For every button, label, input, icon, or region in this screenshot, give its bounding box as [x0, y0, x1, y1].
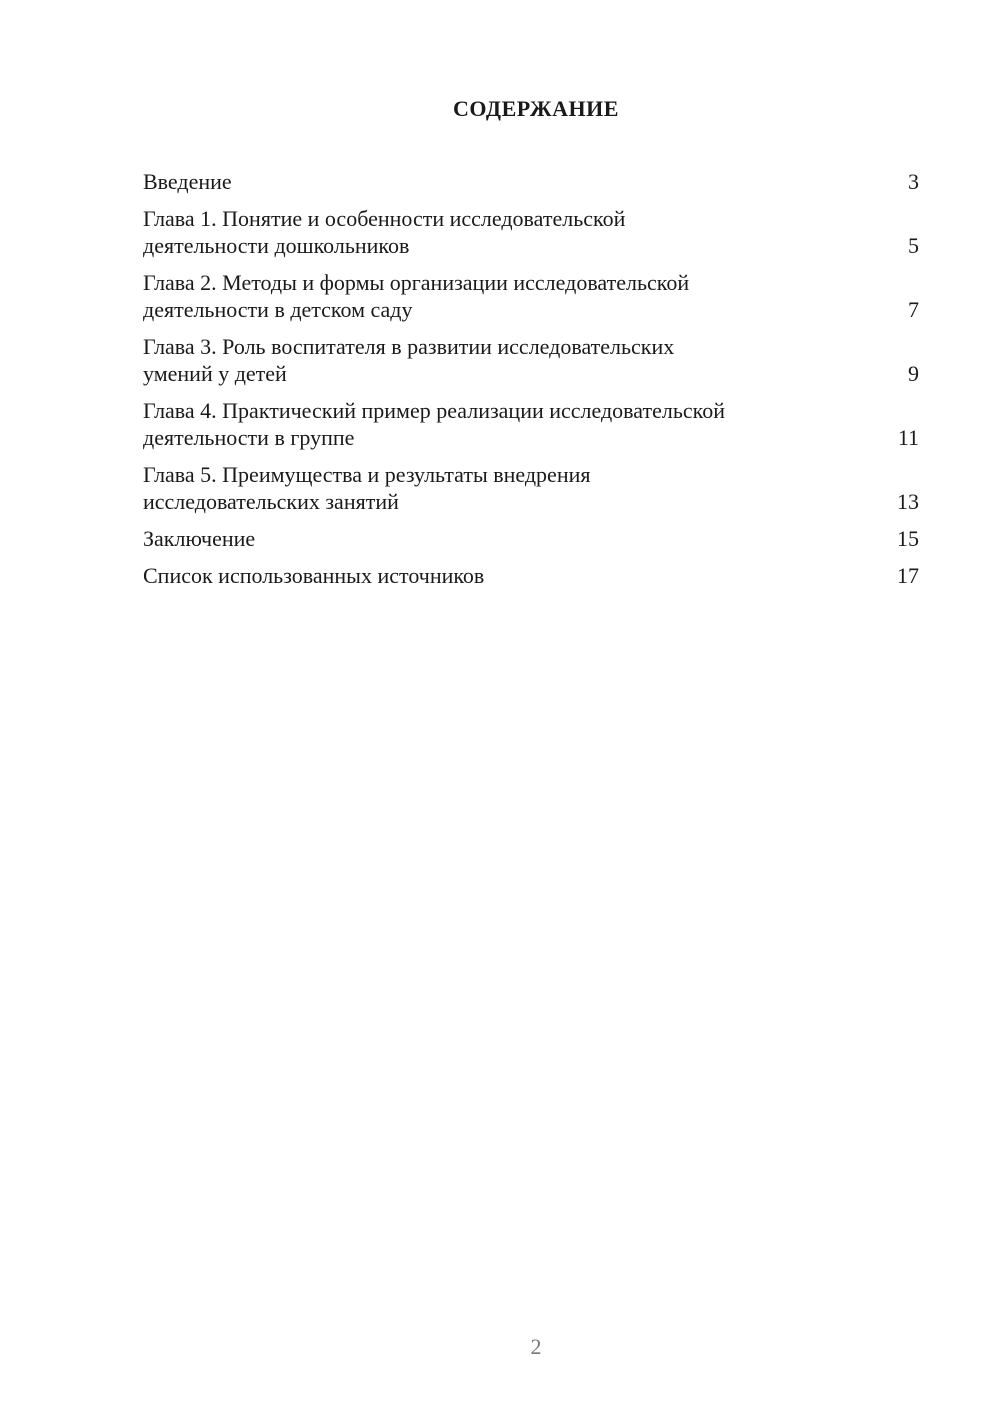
toc-page-number: 3 [908, 169, 919, 194]
toc-page-number: 17 [897, 563, 919, 588]
toc-entry-title [143, 525, 255, 552]
toc-entry-title-line: умений у детей [143, 361, 287, 386]
toc-entry-title-line: Глава 4. Практический пример реализации исследовательской [143, 398, 725, 423]
toc-page-number: 11 [897, 425, 919, 450]
toc-entry-title-line: Заключение [143, 526, 256, 551]
toc-entry-conclusion[interactable] [143, 525, 919, 552]
toc-entry-title-line: Глава 2. Методы и формы организации исследовательской [143, 270, 690, 295]
toc-entry-title [143, 168, 232, 195]
toc-entry-chapter-3[interactable] [143, 333, 919, 387]
toc-entry-title-line: Глава 5. Преимущества и результаты внедрения [143, 462, 591, 487]
toc-entry-chapter-5[interactable] [143, 461, 919, 515]
toc-entry-chapter-2[interactable] [143, 269, 919, 323]
toc-entry-title [143, 269, 689, 323]
toc-entry-title-line: Список использованных источников [143, 563, 485, 588]
toc-entry-title-line: Глава 3. Роль воспитателя в развитии исследовательских [143, 334, 675, 359]
toc-entry-title-line: деятельности дошкольников [143, 233, 410, 258]
toc-entry-title [143, 333, 674, 387]
toc-entry-title-line: Глава 1. Понятие и особенности исследовательской [143, 206, 626, 231]
toc-entry-introduction[interactable] [143, 168, 919, 195]
table-of-contents [143, 168, 919, 599]
toc-entry-title [143, 205, 625, 259]
toc-entry-chapter-4[interactable] [143, 397, 919, 451]
toc-entry-title-line: исследовательских занятий [143, 489, 399, 514]
toc-entry-title-line: деятельности в группе [143, 425, 355, 450]
toc-page-number: 15 [897, 526, 919, 551]
toc-entry-title-line: деятельности в детском саду [143, 297, 413, 322]
toc-page-number: 9 [908, 361, 919, 386]
toc-page-number: 7 [908, 297, 919, 322]
page-number: 2 [530, 1334, 542, 1359]
toc-page-number: 5 [908, 233, 919, 258]
toc-entry-chapter-1[interactable] [143, 205, 919, 259]
toc-entry-title-line: Введение [143, 169, 232, 194]
toc-entry-title [143, 397, 725, 451]
toc-entry-references[interactable] [143, 562, 919, 589]
toc-entry-title [143, 562, 484, 589]
toc-entry-title [143, 461, 591, 515]
page-title: СОДЕРЖАНИЕ [453, 96, 619, 121]
toc-page-number: 13 [897, 489, 919, 514]
